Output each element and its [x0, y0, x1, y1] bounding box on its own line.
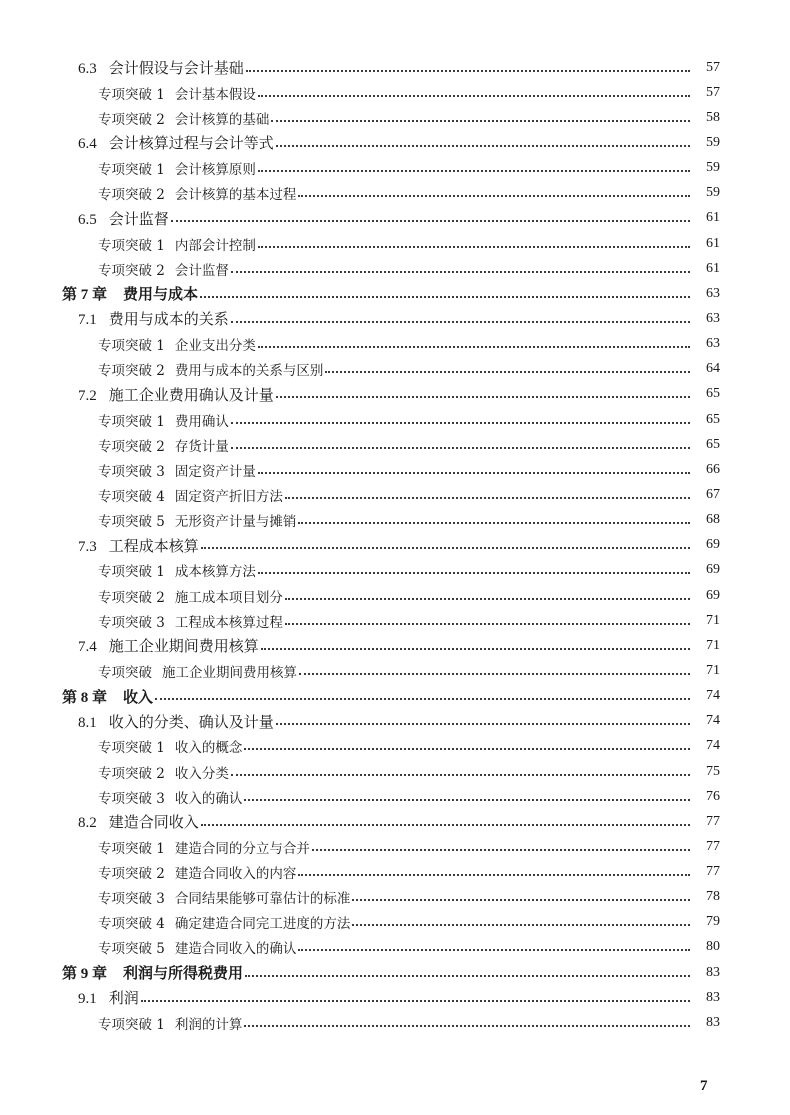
- dot-leader: [298, 522, 690, 524]
- toc-entry-label: 会计监督: [174, 262, 229, 279]
- toc-entry-label: 内部会计控制: [174, 237, 256, 254]
- toc-entry-title: [98, 787, 242, 807]
- dot-leader: [352, 924, 690, 926]
- toc-entry-label: 费用确认: [174, 413, 229, 430]
- toc-entry-title: [98, 108, 269, 128]
- toc-entry-section: [0, 809, 790, 834]
- dot-leader: [312, 849, 690, 851]
- toc-entry-title: [98, 837, 310, 857]
- toc-entry-number: 专项突破 2: [98, 187, 165, 204]
- toc-entry-page: 83: [706, 989, 720, 1005]
- toc-entry-item: [0, 357, 790, 382]
- toc-entry-label: 收入的分类、确认及计量: [108, 712, 274, 731]
- toc-entry-item: [0, 583, 790, 608]
- toc-entry-section: [0, 206, 790, 231]
- toc-entry-number: 9.1: [78, 991, 97, 1008]
- toc-entry-number: 专项突破 5: [98, 514, 165, 531]
- toc-entry-number: 专项突破 1: [98, 162, 165, 179]
- toc-entry-item: [0, 759, 790, 784]
- toc-entry-page: 67: [706, 486, 720, 502]
- dot-leader: [298, 949, 690, 951]
- toc-entry-title: [98, 460, 256, 480]
- toc-entry-section: [0, 55, 790, 80]
- dot-leader: [231, 271, 690, 273]
- toc-entry-label: 成本核算方法: [174, 564, 256, 581]
- toc-entry-title: [98, 485, 283, 505]
- toc-entry-page: 77: [706, 813, 720, 829]
- toc-entry-page: 65: [706, 386, 720, 402]
- toc-entry-label: 施工企业期间费用核算: [162, 664, 297, 681]
- toc-entry-item: [0, 834, 790, 859]
- toc-entry-number: 专项突破 4: [98, 916, 165, 933]
- dot-leader: [352, 899, 690, 901]
- toc-entry-label: 会计核算的基础: [174, 111, 270, 128]
- dot-leader: [276, 396, 690, 398]
- toc-entry-title: [98, 510, 296, 530]
- dot-leader: [276, 723, 690, 725]
- toc-entry-page: 57: [706, 59, 720, 75]
- toc-entry-item: [0, 734, 790, 759]
- toc-entry-title: [78, 208, 169, 229]
- toc-entry-number: 8.1: [78, 714, 97, 731]
- dot-leader: [231, 422, 690, 424]
- toc-entry-label: 利润的计算: [174, 1016, 243, 1033]
- toc-entry-page: 63: [706, 336, 720, 352]
- toc-entry-page: 80: [706, 939, 720, 955]
- toc-entry-page: 57: [706, 84, 720, 100]
- toc-entry-number: 专项突破 3: [98, 790, 165, 807]
- toc-entry-title: [98, 661, 297, 681]
- toc-entry-label: 建造合同收入的内容: [174, 866, 297, 883]
- toc-entry-title: [98, 586, 283, 606]
- dot-leader: [244, 799, 690, 801]
- toc-entry-section: [0, 633, 790, 658]
- dot-leader: [258, 346, 690, 348]
- toc-entry-label: 会计核算原则: [174, 162, 256, 179]
- dot-leader: [258, 472, 690, 474]
- toc-entry-page: 69: [706, 537, 720, 553]
- toc-entry-item: [0, 935, 790, 960]
- toc-entry-title: [78, 811, 199, 832]
- dot-leader: [201, 824, 690, 826]
- toc-entry-label: 会计核算的基本过程: [174, 187, 297, 204]
- toc-entry-label: 存货计量: [174, 438, 229, 455]
- toc-entry-label: 工程成本核算: [108, 536, 199, 555]
- toc-entry-number: 专项突破 1: [98, 338, 165, 355]
- toc-entry-number: 专项突破 3: [98, 463, 165, 480]
- toc-entry-label: 固定资产折旧方法: [174, 488, 283, 505]
- toc-entry-page: 77: [706, 838, 720, 854]
- toc-entry-item: [0, 658, 790, 683]
- dot-leader: [231, 447, 690, 449]
- dot-leader: [325, 371, 690, 373]
- toc-entry-title: [78, 987, 139, 1008]
- toc-entry-label: 收入的确认: [174, 790, 243, 807]
- toc-entry-item: [0, 80, 790, 105]
- toc-entry-page: 63: [706, 310, 720, 326]
- toc-entry-number: 专项突破 5: [98, 941, 165, 958]
- toc-entry-item: [0, 332, 790, 357]
- dot-leader: [201, 547, 690, 549]
- toc-entry-title: [78, 132, 274, 153]
- toc-entry-item: [0, 432, 790, 457]
- dot-leader: [285, 497, 690, 499]
- dot-leader: [258, 170, 690, 172]
- toc-entry-page: 65: [706, 436, 720, 452]
- toc-entry-page: 58: [706, 109, 720, 125]
- dot-leader: [231, 321, 690, 323]
- toc-entry-chapter: [0, 960, 790, 985]
- toc-entry-number: 专项突破: [98, 664, 152, 681]
- toc-entry-number: 专项突破 2: [98, 589, 165, 606]
- toc-entry-label: 会计核算过程与会计等式: [108, 134, 274, 153]
- toc-entry-title: [78, 308, 229, 329]
- table-of-contents: [0, 55, 790, 1035]
- toc-entry-number: 7.3: [78, 538, 97, 555]
- dot-leader: [231, 774, 690, 776]
- toc-entry-page: 74: [706, 688, 720, 704]
- dot-leader: [271, 120, 690, 122]
- toc-entry-page: 83: [706, 964, 720, 980]
- toc-entry-number: 6.5: [78, 211, 97, 228]
- toc-entry-number: 专项突破 1: [98, 237, 165, 254]
- toc-entry-number: 7.2: [78, 387, 97, 404]
- toc-entry-title: [62, 283, 198, 304]
- toc-entry-page: 63: [706, 285, 720, 301]
- toc-entry-title: [98, 862, 296, 882]
- toc-entry-page: 77: [706, 864, 720, 880]
- toc-entry-title: [98, 1013, 242, 1033]
- toc-entry-number: 专项突破 1: [98, 1016, 165, 1033]
- toc-entry-item: [0, 508, 790, 533]
- toc-entry-label: 费用与成本: [123, 285, 199, 304]
- toc-entry-page: 61: [706, 210, 720, 226]
- toc-entry-chapter: [0, 281, 790, 306]
- toc-entry-label: 会计监督: [108, 209, 169, 228]
- dot-leader: [285, 598, 690, 600]
- toc-entry-title: [98, 83, 256, 103]
- toc-entry-title: [78, 711, 274, 732]
- toc-entry-number: 专项突破 1: [98, 840, 165, 857]
- dot-leader: [258, 95, 690, 97]
- toc-entry-label: 利润与所得税费用: [123, 964, 244, 983]
- dot-leader: [246, 70, 690, 72]
- dot-leader: [299, 673, 690, 675]
- toc-entry-page: 61: [706, 260, 720, 276]
- toc-entry-section: [0, 709, 790, 734]
- toc-entry-page: 78: [706, 889, 720, 905]
- toc-entry-page: 64: [706, 361, 720, 377]
- toc-entry-item: [0, 1010, 790, 1035]
- toc-entry-page: 69: [706, 562, 720, 578]
- toc-entry-item: [0, 105, 790, 130]
- dot-leader: [155, 698, 690, 700]
- toc-entry-label: 收入: [123, 687, 154, 706]
- toc-entry-item: [0, 457, 790, 482]
- toc-entry-item: [0, 885, 790, 910]
- toc-entry-label: 建造合同的分立与合并: [174, 840, 310, 857]
- toc-entry-label: 确定建造合同完工进度的方法: [174, 916, 351, 933]
- toc-entry-page: 74: [706, 738, 720, 754]
- page-number: 7: [700, 1078, 708, 1094]
- toc-entry-label: 会计假设与会计基础: [108, 59, 244, 78]
- toc-entry-title: [78, 57, 244, 78]
- toc-entry-page: 59: [706, 134, 720, 150]
- dot-leader: [276, 145, 690, 147]
- toc-entry-page: 76: [706, 788, 720, 804]
- toc-entry-item: [0, 860, 790, 885]
- toc-entry-number: 专项突破 4: [98, 488, 165, 505]
- toc-entry-label: 工程成本核算过程: [174, 614, 283, 631]
- toc-entry-title: [98, 183, 296, 203]
- toc-entry-number: 第 7 章: [62, 287, 108, 304]
- dot-leader: [200, 296, 690, 298]
- toc-entry-title: [98, 259, 229, 279]
- toc-entry-page: 71: [706, 612, 720, 628]
- toc-entry-item: [0, 156, 790, 181]
- toc-entry-label: 施工成本项目划分: [174, 589, 283, 606]
- toc-entry-section: [0, 306, 790, 331]
- toc-entry-title: [98, 234, 256, 254]
- toc-entry-item: [0, 910, 790, 935]
- toc-entry-label: 收入分类: [174, 765, 229, 782]
- toc-entry-title: [78, 535, 199, 556]
- toc-entry-number: 专项突破 2: [98, 765, 165, 782]
- toc-entry-item: [0, 558, 790, 583]
- toc-entry-label: 无形资产计量与摊销: [174, 514, 297, 531]
- toc-entry-label: 建造合同收入的确认: [174, 941, 297, 958]
- toc-entry-label: 施工企业期间费用核算: [108, 637, 259, 656]
- toc-entry-item: [0, 231, 790, 256]
- dot-leader: [244, 1025, 690, 1027]
- toc-entry-title: [98, 611, 283, 631]
- toc-entry-number: 7.1: [78, 312, 97, 329]
- toc-entry-number: 专项突破 2: [98, 262, 165, 279]
- toc-entry-section: [0, 130, 790, 155]
- toc-entry-item: [0, 407, 790, 432]
- dot-leader: [171, 220, 690, 222]
- toc-entry-label: 利润: [108, 989, 139, 1008]
- toc-entry-number: 专项突破 2: [98, 111, 165, 128]
- toc-entry-label: 建造合同收入: [108, 813, 199, 832]
- toc-entry-page: 68: [706, 512, 720, 528]
- dot-leader: [258, 572, 690, 574]
- toc-entry-title: [98, 334, 256, 354]
- toc-entry-item: [0, 482, 790, 507]
- toc-entry-page: 75: [706, 763, 720, 779]
- toc-entry-chapter: [0, 684, 790, 709]
- toc-entry-number: 专项突破 2: [98, 363, 165, 380]
- dot-leader: [298, 195, 690, 197]
- toc-entry-title: [98, 736, 242, 756]
- toc-entry-section: [0, 533, 790, 558]
- toc-entry-number: 专项突破 1: [98, 564, 165, 581]
- toc-entry-label: 费用与成本的关系: [108, 310, 229, 329]
- toc-entry-page: 74: [706, 713, 720, 729]
- toc-entry-number: 7.4: [78, 639, 97, 656]
- toc-entry-label: 合同结果能够可靠估计的标准: [174, 891, 351, 908]
- toc-entry-title: [98, 158, 256, 178]
- toc-entry-title: [98, 762, 229, 782]
- toc-entry-section: [0, 382, 790, 407]
- dot-leader: [244, 748, 690, 750]
- dot-leader: [298, 874, 690, 876]
- toc-entry-page: 69: [706, 587, 720, 603]
- toc-entry-page: 59: [706, 185, 720, 201]
- dot-leader: [285, 623, 690, 625]
- toc-entry-label: 企业支出分类: [174, 338, 256, 355]
- toc-entry-number: 6.4: [78, 136, 97, 153]
- toc-entry-title: [78, 635, 259, 656]
- toc-entry-number: 专项突破 1: [98, 413, 165, 430]
- toc-entry-page: 71: [706, 637, 720, 653]
- dot-leader: [258, 246, 690, 248]
- dot-leader: [261, 648, 690, 650]
- toc-entry-number: 6.3: [78, 61, 97, 78]
- toc-entry-title: [98, 435, 229, 455]
- toc-entry-page: 71: [706, 662, 720, 678]
- toc-entry-title: [78, 384, 274, 405]
- toc-entry-number: 专项突破 1: [98, 740, 165, 757]
- toc-entry-number: 专项突破 2: [98, 438, 165, 455]
- toc-entry-item: [0, 784, 790, 809]
- toc-entry-number: 专项突破 1: [98, 86, 165, 103]
- toc-entry-title: [98, 887, 350, 907]
- toc-entry-page: 79: [706, 914, 720, 930]
- toc-entry-page: 59: [706, 160, 720, 176]
- toc-entry-number: 专项突破 3: [98, 614, 165, 631]
- toc-entry-page: 83: [706, 1014, 720, 1030]
- toc-entry-label: 施工企业费用确认及计量: [108, 385, 274, 404]
- toc-entry-number: 专项突破 3: [98, 891, 165, 908]
- toc-entry-title: [62, 686, 153, 707]
- toc-entry-title: [98, 912, 350, 932]
- toc-entry-page: 65: [706, 411, 720, 427]
- toc-entry-page: 66: [706, 461, 720, 477]
- dot-leader: [141, 1000, 690, 1002]
- toc-entry-title: [98, 937, 296, 957]
- toc-entry-item: [0, 608, 790, 633]
- toc-entry-section: [0, 985, 790, 1010]
- toc-entry-title: [98, 410, 229, 430]
- toc-entry-title: [98, 560, 256, 580]
- toc-entry-label: 固定资产计量: [174, 463, 256, 480]
- toc-entry-number: 第 8 章: [62, 689, 108, 706]
- toc-entry-number: 第 9 章: [62, 966, 108, 983]
- toc-entry-item: [0, 181, 790, 206]
- toc-entry-page: 61: [706, 235, 720, 251]
- toc-entry-label: 收入的概念: [174, 740, 243, 757]
- toc-entry-number: 8.2: [78, 815, 97, 832]
- dot-leader: [245, 975, 690, 977]
- toc-entry-number: 专项突破 2: [98, 866, 165, 883]
- toc-entry-title: [62, 962, 243, 983]
- toc-entry-label: 费用与成本的关系与区别: [174, 363, 324, 380]
- toc-entry-item: [0, 256, 790, 281]
- toc-entry-label: 会计基本假设: [174, 86, 256, 103]
- toc-entry-title: [98, 359, 323, 379]
